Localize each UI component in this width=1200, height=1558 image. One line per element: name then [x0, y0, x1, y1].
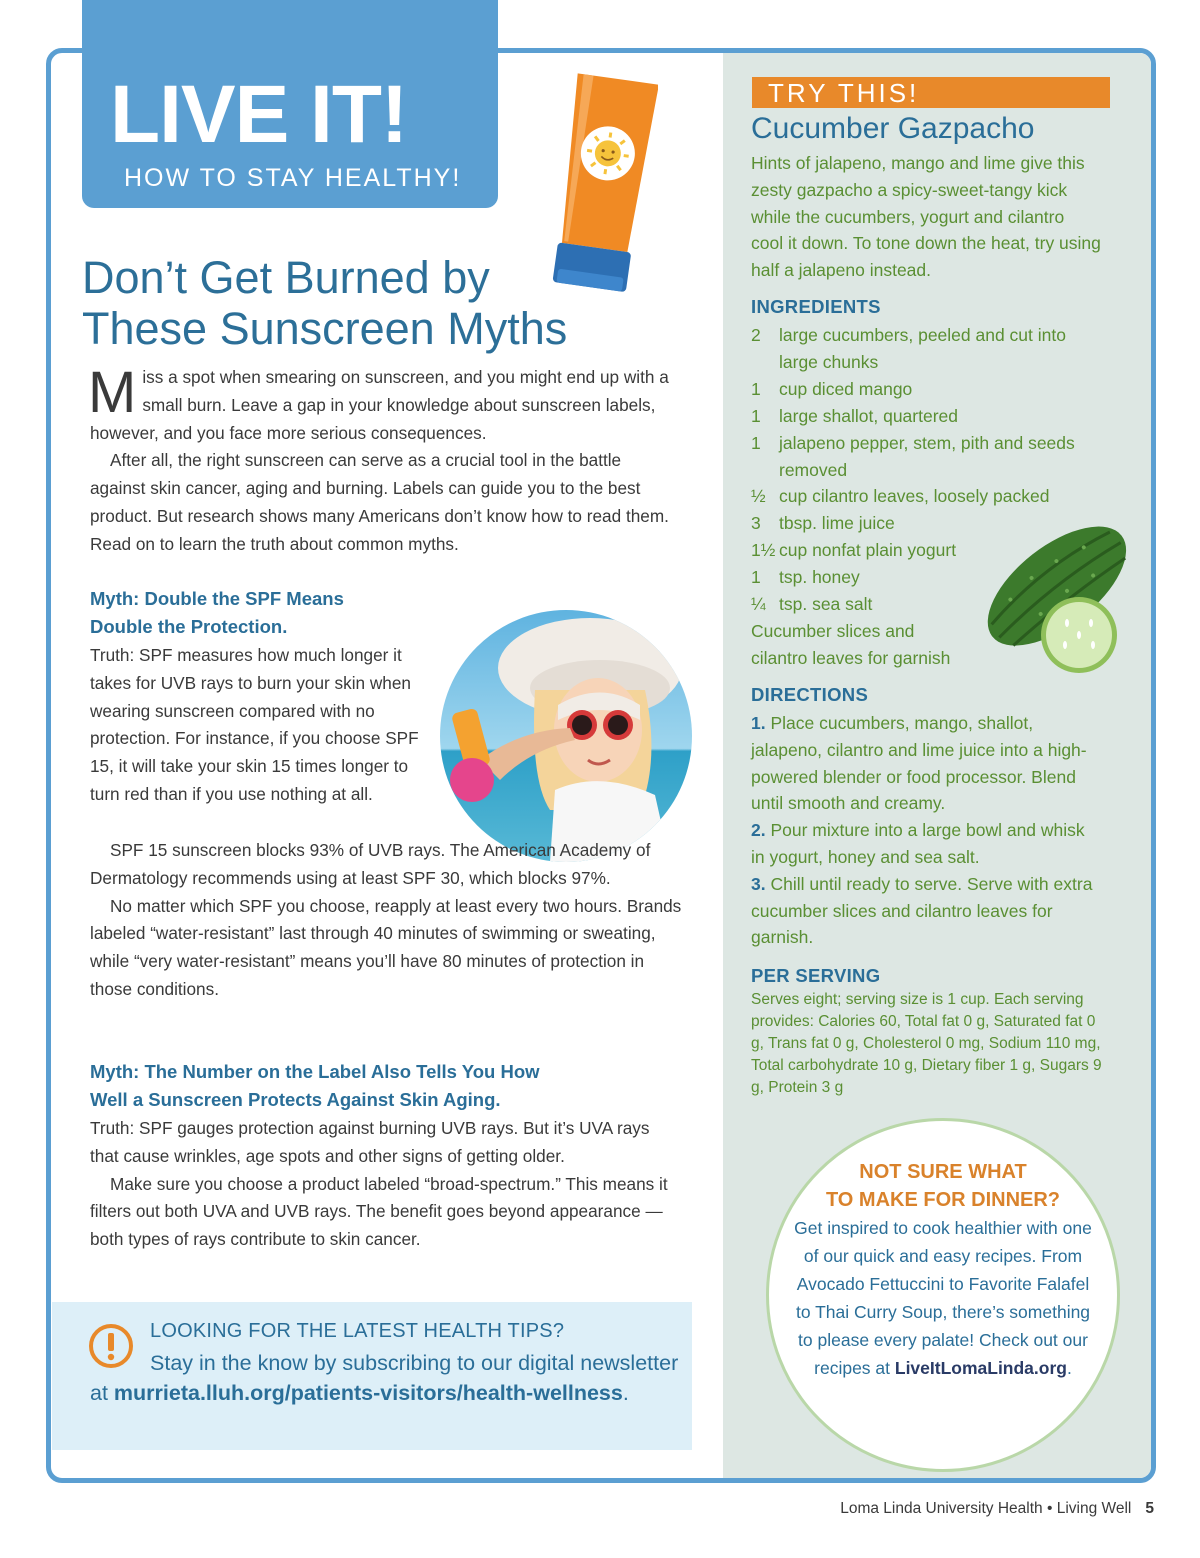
sunscreen-tube-icon [548, 68, 658, 308]
ingredient-text: cup cilantro leaves, loosely packed [779, 486, 1050, 507]
myth-1-heading [90, 585, 430, 641]
try-this-label: TRY THIS! [768, 78, 920, 108]
myth-1-heading-line-2: Double the Protection. [90, 616, 288, 637]
page-footer [840, 1500, 1154, 1518]
myth-1-paragraph-3: No matter which SPF you choose, reapply at least every two hours. Brands labeled “water-resistant” last through 40 minutes of swimming or sweating, while “very water-resistant” means you’ll have 80 minutes of protection in those conditions. [90, 895, 682, 999]
directions-heading: DIRECTIONS [751, 684, 869, 705]
ingredient-qty: 3 [751, 513, 761, 534]
myth-1-more [90, 837, 690, 1004]
direction-step [751, 710, 1101, 817]
page-number: 5 [1145, 1500, 1154, 1517]
myth-2-paragraph-1: Truth: SPF gauges protection against burning UVB rays. But it’s UVA rays that cause wrinkles, age spots and other signs of getting older. [90, 1118, 650, 1166]
myth-2-heading [90, 1058, 650, 1114]
direction-step [751, 871, 1101, 951]
ingredient-qty: 1 [751, 432, 761, 453]
step-number: 1. [751, 713, 766, 733]
promo-text [790, 1214, 1096, 1382]
ingredient-text: large shallot, quartered [779, 405, 958, 426]
tips-sentence: subscribing to our digital newsletter at [90, 1351, 679, 1405]
recipe-intro: Hints of jalapeno, mango and lime give this zesty gazpacho a spicy-sweet-tangy kick while the cucumbers, yogurt and cilantro cool it down. To tone down the heat, try using half a jalapeno instead. [751, 153, 1101, 281]
ingredient-qty: 1 [751, 378, 761, 399]
ingredient-text: cup diced mango [779, 378, 913, 399]
per-serving-text: Serves eight; serving size is 1 cup. Each serving provides: Calories 60, Total fat 0 g, Saturated fat 0 g, Trans fat 0 g, Cholesterol 0 mg, Sodium 110 mg, Total carbohydrate 10 g, Dietary fiber 1 g, Sugars 9 g, Protein 3 g [751, 991, 1102, 1096]
myth-1-paragraph-2: SPF 15 sunscreen blocks 93% of UVB rays. The American Academy of Dermatology recommends using at least SPF 30, which blocks 97%. [90, 840, 651, 888]
intro-paragraph-2: After all, the right sunscreen can serve as a crucial tool in the battle against skin cancer, aging and burning. Labels can guide you to the best product. But research shows many Americans don’t know how to read them. Read on to learn the truth about common myths. [90, 450, 669, 554]
ingredient-qty: 2 [751, 325, 761, 345]
ingredient-text: tsp. sea salt [779, 594, 873, 615]
promo-heading-line-1: NOT SURE WHAT [859, 1161, 1027, 1183]
promo-heading-line-2: TO MAKE FOR DINNER? [825, 1189, 1061, 1211]
recipe-title: Cucumber Gazpacho [751, 112, 1035, 145]
tips-text [90, 1348, 680, 1408]
myth-1-heading-line-1: Myth: Double the SPF Means [90, 588, 344, 609]
intro-paragraph-1: iss a spot when smearing on sunscreen, and you might end up with a small burn. Leave a gap in your knowledge about sunscreen labels, however, and you face more serious consequences. [90, 367, 669, 443]
tips-end: . [622, 1381, 629, 1405]
promo-body: Get inspired to cook healthier with one of our quick and easy recipes. From Avocado Fettuccini to Favorite Falafel to Thai Curry Soup, there’s something to please every palate! Check out our recipes at [794, 1218, 1092, 1378]
ingredient-qty: ½ [751, 486, 766, 507]
footer-text: Loma Linda University Health • Living Well [840, 1500, 1132, 1517]
ingredient-text: tbsp. lime juice [779, 513, 895, 534]
article-intro [88, 360, 680, 559]
garnish-text-1: Cucumber slices and [751, 620, 915, 641]
live-it-banner [82, 0, 498, 208]
banner-title: LIVE IT! [110, 69, 408, 160]
recipes-link[interactable]: LiveItLomaLinda.org [894, 1358, 1067, 1378]
step-number: 3. [751, 873, 766, 894]
ingredient-text: large cucumbers, peeled and cut into large chunks [779, 325, 1066, 372]
drop-cap: M [88, 360, 137, 425]
direction-step [751, 817, 1101, 871]
promo-end: . [1066, 1358, 1072, 1378]
step-number: 2. [751, 820, 766, 841]
ingredient-text: jalapeno pepper, stem, pith and seeds removed [779, 432, 1075, 480]
promo-heading [790, 1158, 1096, 1214]
headline-line-1: Don’t Get Burned by [82, 252, 490, 303]
ingredient-item [751, 403, 1101, 430]
child-sunscreen-photo [440, 610, 692, 862]
myth-2-body [90, 1115, 680, 1254]
ingredient-qty: ¼ [751, 594, 766, 615]
ingredients-heading: INGREDIENTS [751, 296, 881, 317]
ingredient-text: cup nonfat plain yogurt [779, 540, 957, 561]
ingredient-qty: 1 [751, 405, 761, 426]
myth-2-paragraph-2: Make sure you choose a product labeled “broad-spectrum.” This means it filters out both UVA and UVB rays. The benefit goes beyond appearance — both types of rays contribute to skin cancer. [90, 1173, 668, 1250]
cucumber-icon [975, 505, 1145, 675]
newsletter-link[interactable]: murrieta.lluh.org/patients-visitors/health-wellness [113, 1381, 623, 1405]
ingredient-item [751, 430, 1101, 484]
step-text: Pour mixture into a large bowl and whisk in yogurt, honey and sea salt. [751, 820, 1085, 867]
step-text: Place cucumbers, mango, shallot, jalapeno, cilantro and lime juice into a high-powered blender or food processor. Blend until smooth and creamy. [751, 713, 1087, 814]
myth-1-truth: Truth: SPF measures how much longer it takes for UVB rays to burn your skin when wearing sunscreen compared with no protection. For instance, if you choose SPF 15, it will take your skin 15 times longer to turn red than if you use nothing at all. [90, 645, 419, 804]
myth-2-heading-line-1: Myth: The Number on the Label Also Tells You How [90, 1061, 540, 1082]
myth-2-heading-line-2: Well a Sunscreen Protects Against Skin Aging. [90, 1089, 501, 1110]
tips-lead: Stay in the know by [150, 1351, 337, 1375]
headline-line-2: These Sunscreen Myths [82, 303, 568, 354]
per-serving-heading: PER SERVING [751, 965, 881, 986]
ingredient-qty: 1½ [751, 540, 776, 561]
step-text: Chill until ready to serve. Serve with extra cucumber slices and cilantro leaves for garnish. [751, 873, 1093, 948]
ingredient-qty: 1 [751, 567, 761, 588]
garnish-text-2: cilantro leaves for garnish [751, 647, 951, 668]
ingredient-item [751, 322, 1101, 376]
ingredient-text: tsp. honey [779, 567, 860, 588]
tips-heading: LOOKING FOR THE LATEST HEALTH TIPS? [150, 1320, 565, 1342]
ingredient-item [751, 376, 1101, 403]
banner-subtitle: HOW TO STAY HEALTHY! [124, 164, 462, 192]
directions-list [751, 710, 1101, 951]
